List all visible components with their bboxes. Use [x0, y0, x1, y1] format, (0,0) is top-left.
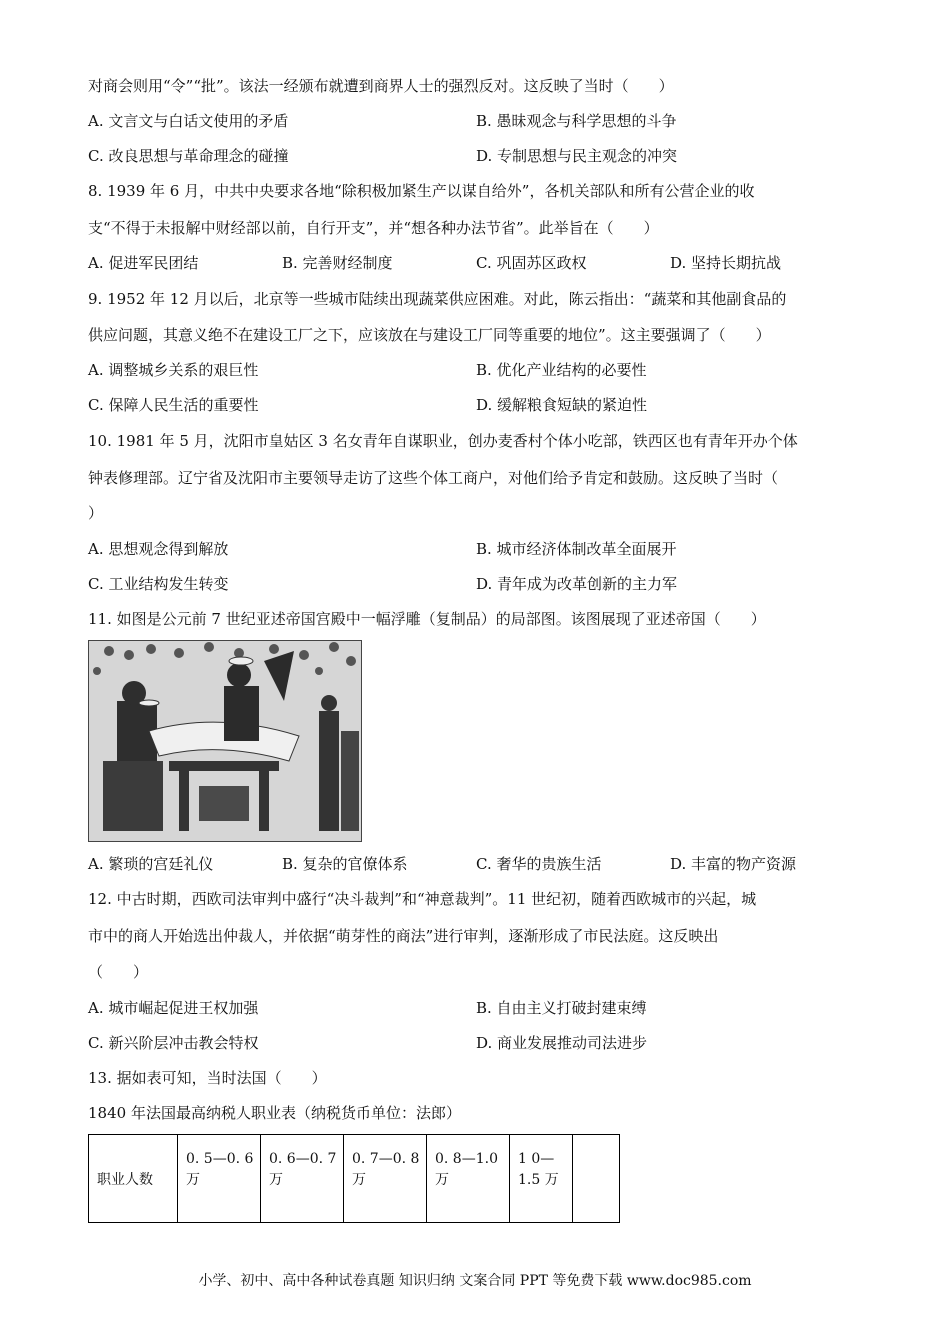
q7-option-c: C. 改良思想与革命理念的碰撞: [88, 147, 289, 165]
q10-option-c: C. 工业结构发生转变: [88, 575, 229, 593]
q11-option-d: D. 丰富的物产资源: [670, 855, 797, 873]
q11-stem: 11. 如图是公元前 7 世纪亚述帝国宫殿中一幅浮雕（复制品）的局部图。该图展现了亚述帝国（ ）: [88, 610, 766, 628]
q12-option-d: D. 商业发展推动司法进步: [476, 1034, 648, 1052]
q9-option-a: A. 调整城乡关系的艰巨性: [88, 361, 259, 379]
table-row: [89, 1135, 620, 1223]
tax-table: [88, 1134, 620, 1223]
page-footer: 小学、初中、高中各种试卷真题 知识归纳 文案合同 PPT 等免费下载 www.doc985.com: [198, 1273, 752, 1289]
q9-line1: 9. 1952 年 12 月以后，北京等一些城市陆续出现蔬菜供应困难。对此，陈云指出：“蔬菜和其他副食品的: [88, 290, 787, 308]
q10-line2: 钟表修理部。辽宁省及沈阳市主要领导走访了这些个体工商户，对他们给予肯定和鼓励。这反映了当时（: [88, 469, 779, 487]
q8-option-a: A. 促进军民团结: [88, 254, 199, 272]
q12-line3: （ ）: [88, 963, 149, 981]
q8-line1: 8. 1939 年 6 月，中共中央要求各地“除积极加紧生产以谋自给外”，各机关部队和所有公营企业的收: [88, 182, 755, 200]
q12-option-a: A. 城市崛起促进王权加强: [88, 999, 259, 1017]
q7-option-d: D. 专制思想与民主观念的冲突: [476, 147, 678, 165]
q11-option-c: C. 奢华的贵族生活: [476, 855, 602, 873]
q8-option-d: D. 坚持长期抗战: [670, 254, 782, 272]
q11-option-b: B. 复杂的官僚体系: [282, 855, 408, 873]
q7-option-b: B. 愚昧观念与科学思想的斗争: [476, 112, 677, 130]
q10-option-a: A. 思想观念得到解放: [88, 540, 229, 558]
q11-option-a: A. 繁琐的宫廷礼仪: [88, 855, 214, 873]
q10-line3: ）: [88, 504, 104, 522]
table-cell: 0. 8—1.0 万: [427, 1135, 510, 1223]
q7-continuation: 对商会则用“令”“批”。该法一经颁布就遭到商界人士的强烈反对。这反映了当时（ ）: [88, 77, 674, 95]
q8-line2: 支“不得于未报解中财经部以前，自行开支”，并“想各种办法节省”。此举旨在（ ）: [88, 219, 659, 237]
q9-option-b: B. 优化产业结构的必要性: [476, 361, 647, 379]
q12-option-c: C. 新兴阶层冲击教会特权: [88, 1034, 259, 1052]
q7-option-a: A. 文言文与白话文使用的矛盾: [88, 112, 289, 130]
table-caption: 1840 年法国最高纳税人职业表（纳税货币单位：法郎）: [88, 1104, 461, 1122]
q9-line2: 供应问题，其意义绝不在建设工厂之下，应该放在与建设工厂同等重要的地位”。这主要强调了（ ）: [88, 326, 771, 344]
q12-line1: 12. 中古时期，西欧司法审判中盛行“决斗裁判”和“神意裁判”。11 世纪初，随着西欧城市的兴起，城: [88, 890, 757, 908]
assyrian-relief-image: [88, 640, 362, 842]
table-row-header: 职业人数: [89, 1135, 178, 1223]
table-cell-empty: [573, 1135, 620, 1223]
q12-line2: 市中的商人开始选出仲裁人，并依据“萌芽性的商法”进行审判，逐渐形成了市民法庭。这反映出: [88, 927, 719, 945]
q10-line1: 10. 1981 年 5 月，沈阳市皇姑区 3 名女青年自谋职业，创办麦香村个体小吃部，铁西区也有青年开办个体: [88, 432, 798, 450]
q10-option-b: B. 城市经济体制改革全面展开: [476, 540, 677, 558]
q13-stem: 13. 据如表可知，当时法国（ ）: [88, 1069, 327, 1087]
q8-option-b: B. 完善财经制度: [282, 254, 393, 272]
q9-option-d: D. 缓解粮食短缺的紧迫性: [476, 396, 648, 414]
table-cell: 1 0—1.5 万: [510, 1135, 573, 1223]
table-cell: 0. 6—0. 7 万: [261, 1135, 344, 1223]
table-cell: 0. 5—0. 6 万: [178, 1135, 261, 1223]
q10-option-d: D. 青年成为改革创新的主力军: [476, 575, 678, 593]
table-cell: 0. 7—0. 8 万: [344, 1135, 427, 1223]
q12-option-b: B. 自由主义打破封建束缚: [476, 999, 647, 1017]
q9-option-c: C. 保障人民生活的重要性: [88, 396, 259, 414]
q8-option-c: C. 巩固苏区政权: [476, 254, 587, 272]
